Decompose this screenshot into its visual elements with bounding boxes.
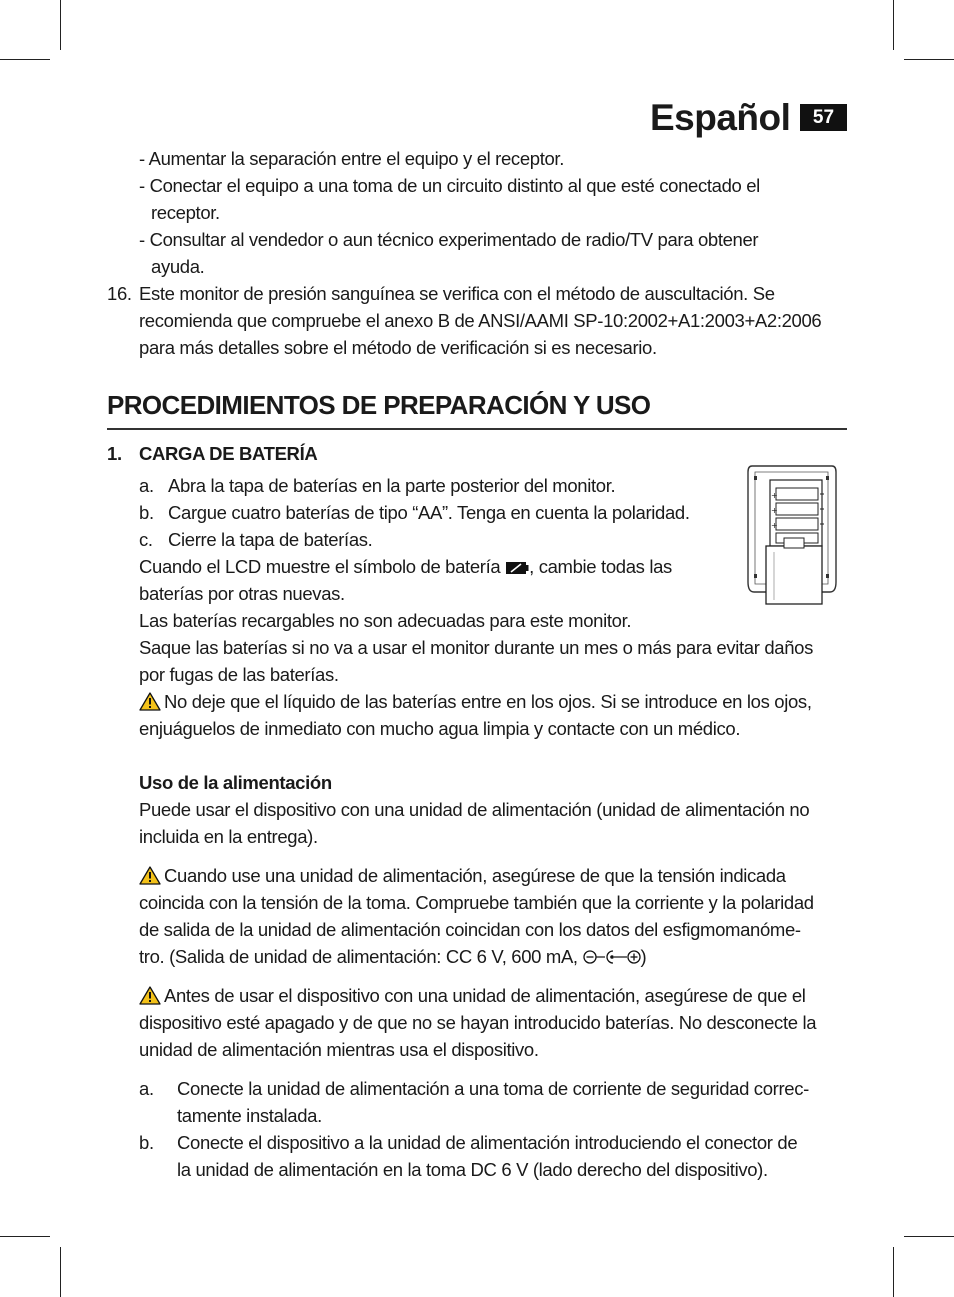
dash-item: - Conectar el equipo a una toma de un circuito distinto al que esté conectado el [139,175,760,196]
crop-mark [904,59,954,60]
page-language-title: Español [650,97,791,138]
power-output-text: tro. (Salida de unidad de alimentación: CC 6 V, 600 mA, [139,946,578,967]
warning-text: No deje que el líquido de las baterías entre en los ojos. Si se introduce en los ojos, [164,691,812,712]
battery-compartment-illustration [746,462,838,611]
step-letter: b. [139,502,154,523]
svg-text:+: + [771,506,778,515]
warning-icon [139,691,161,718]
lcd-note-text: , cambie todas las [529,556,672,577]
power-heading: Uso de la alimentación [139,772,332,793]
dash-item: - Consultar al vendedor o aun técnico experimentado de radio/TV para obtener [139,229,759,250]
crop-mark [893,0,894,50]
battery-warning [139,688,812,718]
section-divider [107,428,847,430]
battery-heading-number: 1. [107,443,122,464]
warning-text: Cuando use una unidad de alimentación, asegúrese de que la tensión indicada [164,865,786,886]
dash-item-continuation: receptor. [151,202,220,223]
svg-text:+: + [771,521,778,530]
rechargeable-note: Las baterías recargables no son adecuadas para este monitor. [139,610,632,631]
battery-heading: CARGA DE BATERÍA [139,443,318,464]
power-intro: Puede usar el dispositivo con una unidad de alimentación (unidad de alimentación no [139,799,810,820]
crop-mark [904,1236,954,1237]
step-text: Cargue cuatro baterías de tipo “AA”. Tenga en cuenta la polaridad. [168,502,690,523]
remove-batteries-note: Saque las baterías si no va a usar el monitor durante un mes o más para evitar daños [139,637,813,658]
list-number-16: 16. [107,283,132,304]
warning-text: de salida de la unidad de alimentación coincidan con los datos del esfigmomanóme- [139,919,801,940]
power-intro: incluida en la entrega). [139,826,318,847]
warning-icon [139,865,161,892]
lcd-note-line2: baterías por otras nuevas. [139,583,345,604]
step-text: Cierre la tapa de baterías. [168,529,373,550]
warning-text [139,943,646,973]
step-text: Conecte el dispositivo a la unidad de alimentación introduciendo el conector de [177,1132,798,1153]
warning-text: enjuáguelos de inmediato con mucho agua limpia y contacte con un médico. [139,718,741,739]
crop-mark [60,1247,61,1297]
lcd-battery-note [139,553,672,583]
step-letter: a. [139,475,154,496]
page-number: 57 [800,104,847,131]
dash-item-continuation: ayuda. [151,256,205,277]
crop-mark [0,1236,50,1237]
step-text: Abra la tapa de baterías en la parte posterior del monitor. [168,475,616,496]
section-title: PROCEDIMIENTOS DE PREPARACIÓN Y USO [107,390,651,420]
step-letter: b. [139,1132,154,1153]
low-battery-icon [505,556,529,583]
step-text: tamente instalada. [177,1105,322,1126]
polarity-symbol-icon [583,946,641,973]
power-warning [139,862,786,892]
remove-batteries-note: por fugas de las baterías. [139,664,339,685]
item16-text: recomienda que compruebe el anexo B de ANSI/AAMI SP-10:2002+A1:2003+A2:2006 [139,310,822,331]
warning-text: coincida con la tensión de la toma. Compruebe también que la corriente y la polaridad [139,892,814,913]
warning-text: unidad de alimentación mientras usa el dispositivo. [139,1039,539,1060]
crop-mark [0,59,50,60]
step-text: Conecte la unidad de alimentación a una toma de corriente de seguridad correc- [177,1078,809,1099]
step-letter: a. [139,1078,154,1099]
warning-icon [139,985,161,1012]
item16-text: para más detalles sobre el método de verificación si es necesario. [139,337,657,358]
warning-text: Antes de usar el dispositivo con una unidad de alimentación, asegúrese de que el [164,985,806,1006]
power-warning [139,982,806,1012]
lcd-note-text: Cuando el LCD muestre el símbolo de batería [139,556,501,577]
svg-text:+: + [771,491,778,500]
power-output-text: ) [640,946,647,967]
warning-text: dispositivo esté apagado y de que no se hayan introducido baterías. No desconecte la [139,1012,817,1033]
dash-item: - Aumentar la separación entre el equipo y el receptor. [139,148,565,169]
item16-text: Este monitor de presión sanguínea se verifica con el método de auscultación. Se [139,283,775,304]
step-letter: c. [139,529,153,550]
crop-mark [893,1247,894,1297]
crop-mark [60,0,61,50]
step-text: la unidad de alimentación en la toma DC 6 V (lado derecho del dispositivo). [177,1159,768,1180]
